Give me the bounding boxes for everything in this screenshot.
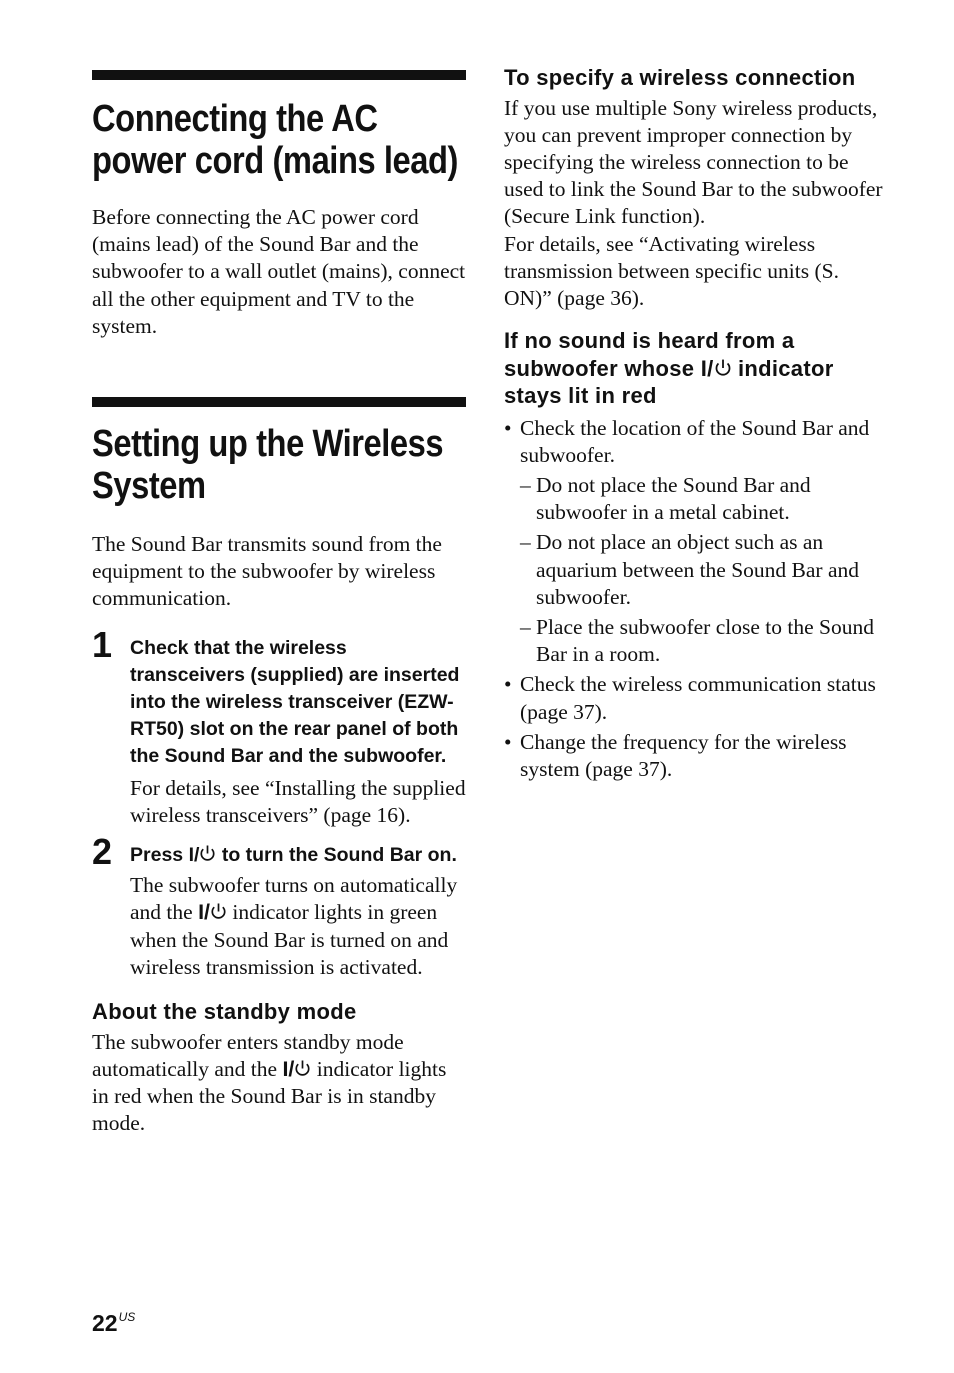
bullet-mark: • xyxy=(504,415,512,440)
section-title-ac-power: Connecting the AC power cord (mains lead) xyxy=(92,98,459,182)
sub-list xyxy=(520,472,884,668)
secure-link-paragraph: If you use multiple Sony wireless products, you can prevent improper connection by specifying the wireless connection to be used to link the Sound Bar to the subwoofer (Secure Link function). xyxy=(504,95,883,229)
step-number: 1 xyxy=(92,623,113,665)
power-icon: I/ xyxy=(282,1056,311,1083)
dash-mark: – xyxy=(520,530,531,555)
power-icon: I/ xyxy=(701,355,732,383)
section-title-wireless-system: Setting up the Wireless System xyxy=(92,423,444,508)
list-item: • Check the wireless communication status (page 37). xyxy=(504,672,876,724)
standby-paragraph: The subwoofer enters standby mode automatically and the I/ indicator lights in red when the Sound Bar is in standby mode. xyxy=(92,1029,447,1136)
step-1 xyxy=(92,623,466,829)
list-item: • Check the location of the Sound Bar and subwoofer. – Do not place the Sound Bar and subwoofer in a metal cabinet. – Do not place an object such as an aquarium between the Sound Bar and subwoofer. – Place the subwoofer close to the Sound Bar in a room. xyxy=(504,415,884,669)
region-suffix: US xyxy=(118,1310,136,1324)
left-column xyxy=(92,70,466,1137)
step-1-detail: For details, see “Installing the supplied wireless transceivers” (page 16). xyxy=(130,775,466,827)
step-number: 2 xyxy=(92,831,113,873)
secure-link-reference: For details, see “Activating wireless transmission between specific units (S. ON)” (page 36). xyxy=(504,231,839,310)
secure-link-heading: To specify a wireless connection xyxy=(504,65,856,90)
bullet-mark: • xyxy=(504,729,512,754)
bullet-mark: • xyxy=(504,672,512,697)
step-2 xyxy=(92,831,466,981)
power-icon: I/ xyxy=(198,899,227,926)
sub-list-item: – Do not place the Sound Bar and subwoofer in a metal cabinet. xyxy=(520,473,811,525)
sub-list-item: – Place the subwoofer close to the Sound Bar in a room. xyxy=(520,615,874,667)
wireless-intro-paragraph: The Sound Bar transmits sound from the equipment to the subwoofer by wireless communication. xyxy=(92,532,442,611)
step-2-detail: The subwoofer turns on automatically and the I/ indicator lights in green when the Sound Bar is turned on and wireless transmission is activated. xyxy=(130,873,458,979)
section-rule xyxy=(92,70,466,80)
step-1-heading: Check that the wireless transceivers (supplied) are inserted into the wireless transceiver (EZW-RT50) slot on the rear panel of both the Sound Bar and the subwoofer. xyxy=(130,636,460,768)
no-sound-heading: If no sound is heard from a subwoofer whose I/ indicator stays lit in red xyxy=(504,328,834,409)
section-rule xyxy=(92,397,466,407)
sub-list-item: – Do not place an object such as an aquarium between the Sound Bar and subwoofer. xyxy=(520,530,860,609)
ac-power-paragraph: Before connecting the AC power cord (mains lead) of the Sound Bar and the subwoofer to a wall outlet (mains), connect all the other equipment and TV to the system. xyxy=(92,205,466,338)
step-2-heading: Press I/ to turn the Sound Bar on. xyxy=(130,838,466,869)
page-number: $22^{US}$ xyxy=(92,1310,136,1336)
troubleshoot-list xyxy=(504,415,884,784)
right-column xyxy=(504,64,884,786)
power-icon: I/ xyxy=(189,842,217,869)
list-item: • Change the frequency for the wireless system (page 37). xyxy=(504,729,847,782)
dash-mark: – xyxy=(520,615,531,640)
standby-heading: About the standby mode xyxy=(92,999,357,1025)
dash-mark: – xyxy=(520,473,531,498)
